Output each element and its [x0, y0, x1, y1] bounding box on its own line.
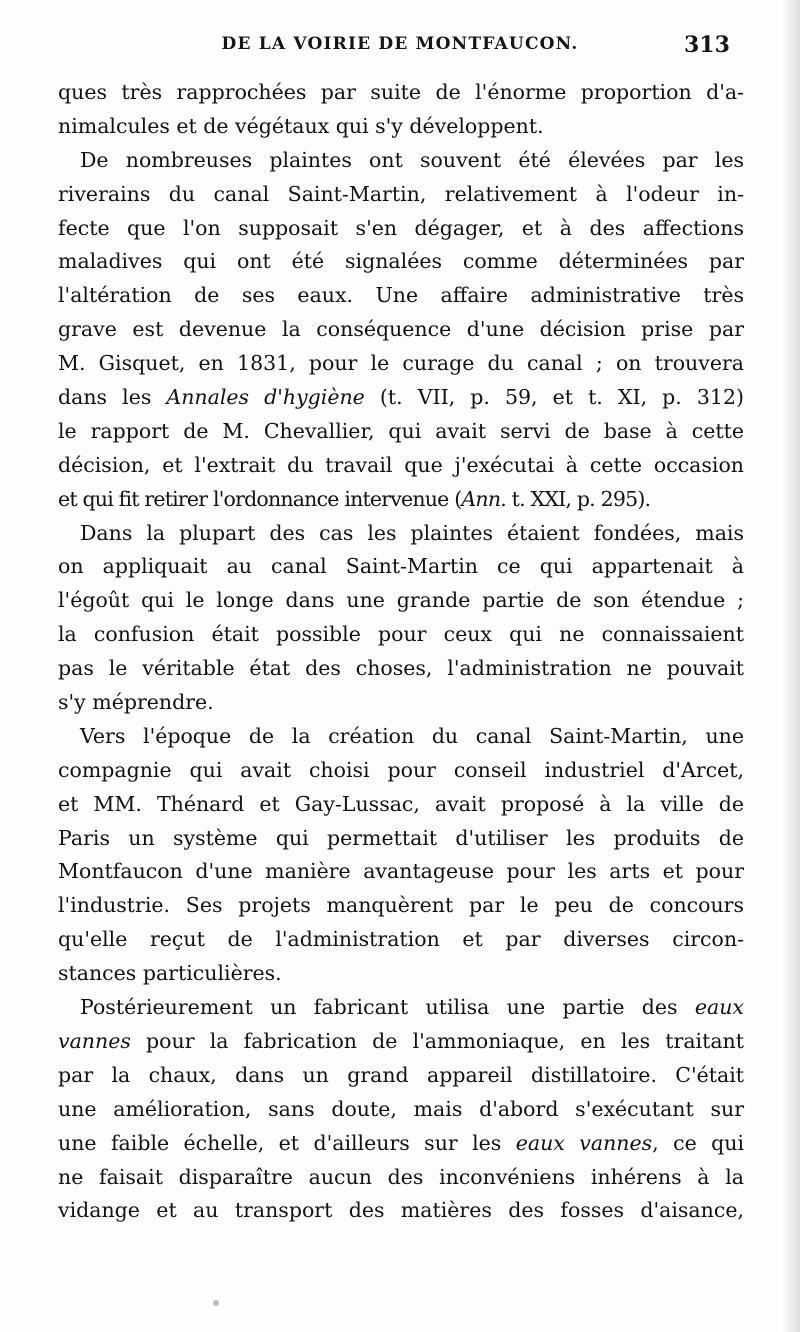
italic-text: eaux vannes — [515, 1130, 653, 1155]
text-segment: pour la fabrication de l'ammoniaque, en les traitant — [130, 1028, 744, 1053]
text-line: riverains du canal Saint-Martin, relativement à l'odeur in- — [58, 181, 744, 206]
text-line: décision, et l'extrait du travail que j'exécutai à cette occasion — [58, 452, 744, 477]
text-segment: , ce qui — [652, 1130, 745, 1155]
text-line: fecte que l'on supposait s'en dégager, et à des affections — [58, 215, 744, 240]
text-line: Montfaucon d'une manière avantageuse pour les arts et pour — [58, 859, 744, 884]
italic-text: vannes — [58, 1028, 131, 1053]
text-segment: et qui fit retirer l'ordonnance intervenue ( — [58, 486, 462, 511]
text-line: ques très rapprochées par suite de l'énorme proportion d'a- — [58, 80, 744, 104]
text-line — [58, 1127, 744, 1161]
text-line: le rapport de M. Chevallier, qui avait servi de base à cette — [58, 418, 744, 443]
text-line: grave est devenue la conséquence d'une décision prise par — [58, 317, 744, 342]
text-segment: une faible échelle, et d'ailleurs sur les — [58, 1130, 516, 1155]
page-header — [0, 30, 800, 70]
text-line: De nombreuses plaintes ont souvent été élevées par les — [80, 147, 744, 172]
ink-speck — [213, 1300, 219, 1306]
text-line: par la chaux, dans un grand appareil distillatoire. C'était — [58, 1062, 744, 1087]
body-text — [58, 76, 744, 1228]
text-line: l'altération de ses eaux. Une affaire administrative très — [58, 283, 744, 308]
text-segment: (t. VII, p. 59, et t. XI, p. 312) — [364, 385, 744, 410]
text-line: ne faisait disparaître aucun des inconvéniens inhérens à la — [58, 1164, 744, 1189]
text-line: on appliquait au canal Saint-Martin ce qui appartenait à — [58, 554, 744, 579]
text-segment: Postérieurement un fabricant utilisa une partie des — [80, 995, 695, 1020]
text-line: M. Gisquet, en 1831, pour le curage du canal ; on trouvera — [58, 351, 744, 376]
text-line: qu'elle reçut de l'administration et par diverses circon- — [58, 927, 744, 952]
text-line: nimalcules et de végétaux qui s'y développent. — [58, 113, 544, 138]
text-line: vidange et au transport des matières des fosses d'aisance, — [58, 1198, 744, 1223]
italic-text: Annales d'hygiène — [166, 385, 365, 410]
text-line: une amélioration, sans doute, mais d'abord s'exécutant sur — [58, 1096, 744, 1121]
page-number: 313 — [684, 32, 730, 58]
running-head: DE LA VOIRIE DE MONTFAUCON. — [221, 34, 579, 54]
page-edge-shadow — [782, 0, 800, 1332]
italic-text: eaux — [694, 995, 744, 1020]
text-line: Vers l'époque de la création du canal Saint-Martin, une — [80, 723, 744, 748]
text-line: l'industrie. Ses projets manquèrent par le peu de concours — [58, 893, 744, 918]
text-line: stances particulières. — [58, 961, 282, 986]
text-line: la confusion était possible pour ceux qui ne connaissaient — [58, 622, 744, 647]
text-line: maladives qui ont été signalées comme déterminées par — [58, 249, 744, 274]
text-line — [58, 1025, 744, 1059]
text-line: pas le véritable état des choses, l'administration ne pouvait — [58, 656, 744, 681]
italic-text: Ann. — [461, 486, 506, 511]
text-segment: t. XXI, p. 295). — [505, 486, 651, 511]
text-line: s'y méprendre. — [58, 690, 214, 715]
text-line: et MM. Thénard et Gay-Lussac, avait proposé à la ville de — [58, 791, 744, 816]
text-line — [58, 991, 744, 1025]
text-line: compagnie qui avait choisi pour conseil industriel d'Arcet, — [58, 757, 744, 782]
text-segment: dans les — [58, 385, 167, 410]
text-line — [58, 381, 744, 415]
text-line: Paris un système qui permettait d'utiliser les produits de — [58, 825, 744, 850]
text-line: Dans la plupart des cas les plaintes étaient fondées, mais — [80, 520, 744, 545]
text-line: l'égoût qui le longe dans une grande partie de son étendue ; — [58, 588, 744, 613]
text-line — [58, 483, 744, 517]
